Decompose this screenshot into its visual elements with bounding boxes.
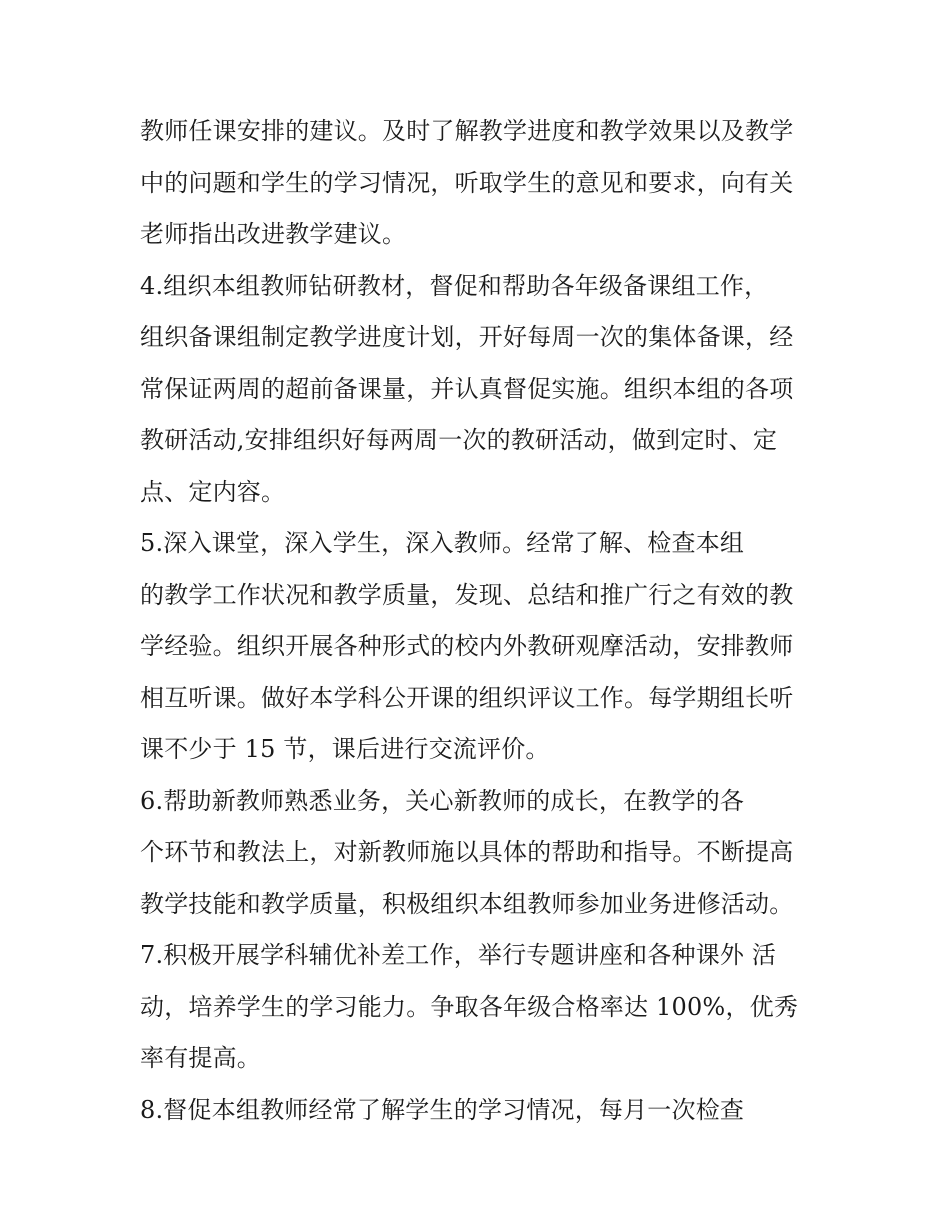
text-line: 率有提高。: [140, 1044, 261, 1072]
text-line: 4.组织本组教师钻研教材，督促和帮助各年级备课组工作，: [140, 271, 769, 300]
text-line: 教学技能和教学质量，积极组织本组教师参加业务进修活动。: [140, 889, 794, 918]
text-line: 相互听课。做好本学科公开课的组织评议工作。每学期组长听: [140, 683, 794, 712]
text-line: 中的问题和学生的学习情况，听取学生的意见和要求，向有关: [140, 168, 794, 197]
text-line: 教研活动,安排组织好每两周一次的教研活动，做到定时、定: [140, 426, 778, 454]
text-line: 老师指出改进教学建议。: [140, 220, 407, 248]
text-line: 组织备课组制定教学进度计划，开好每周一次的集体备课，经: [140, 323, 794, 351]
text-line: 个环节和教法上，对新教师施以具体的帮助和指导。不断提高: [140, 838, 794, 866]
body-text: [140, 108, 830, 1138]
text-line: 的教学工作状况和教学质量，发现、总结和推广行之有效的教: [140, 580, 794, 609]
text-line: 7.积极开展学科辅优补差工作，举行专题讲座和各种课外 活: [140, 941, 777, 969]
text-line: 6.帮助新教师熟悉业务，关心新教师的成长，在教学的各: [140, 786, 745, 815]
text-line: 学经验。组织开展各种形式的校内外教研观摩活动，安排教师: [140, 632, 794, 660]
text-line: 动，培养学生的学习能力。争取各年级合格率达 100%，优秀: [140, 992, 799, 1021]
text-line: 常保证两周的超前备课量，并认真督促实施。组织本组的各项: [140, 374, 794, 403]
text-line: 5.深入课堂，深入学生，深入教师。经常了解、检查本组: [140, 529, 745, 557]
text-line: 教师任课安排的建议。及时了解教学进度和教学效果以及教学: [140, 117, 794, 145]
text-line: 点、定内容。: [140, 477, 286, 506]
text-line: 8.督促本组教师经常了解学生的学习情况，每月一次检查: [140, 1095, 745, 1124]
text-line: 课不少于 15 节，课后进行交流评价。: [140, 735, 550, 763]
